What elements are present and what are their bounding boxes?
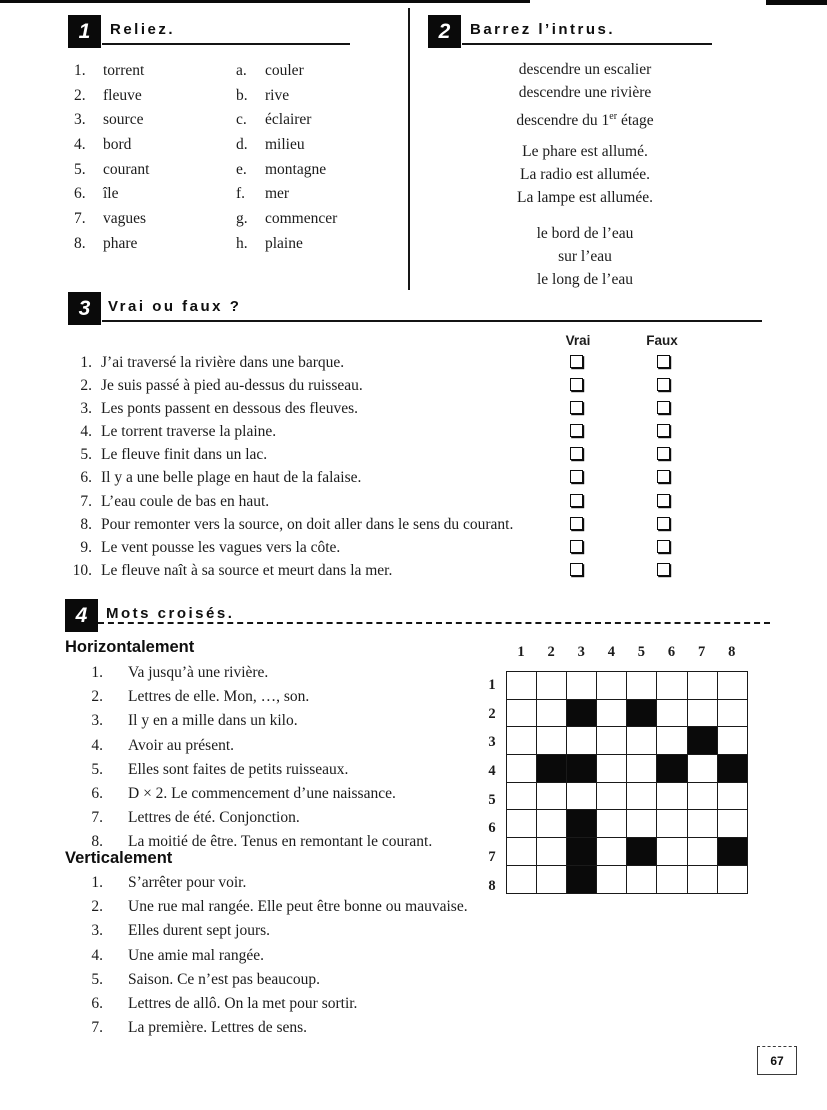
item-word: rive [265, 86, 290, 104]
grid-cell-r5c7[interactable] [687, 782, 717, 810]
statement-number: 9. [80, 538, 92, 556]
clue-text: Saison. Ce n’est pas beaucoup. [128, 970, 320, 988]
match-item [74, 84, 149, 109]
clue-row [65, 1016, 525, 1040]
intruder-group [432, 222, 738, 292]
exercise2-rule [462, 43, 712, 45]
grid-cell-r5c4[interactable] [597, 782, 627, 810]
item-word: milieu [265, 136, 305, 154]
statement-row [65, 559, 765, 582]
match-item [236, 108, 337, 133]
vrai-checkbox[interactable] [570, 517, 583, 530]
intruder-line [432, 140, 738, 163]
grid-cell-r8c4[interactable] [597, 865, 627, 893]
clue-text: D × 2. Le commencement d’une naissance. [128, 785, 396, 803]
exercise2-badge: 2 [428, 15, 461, 48]
item-number: 7. [74, 210, 86, 228]
grid-cell-r2c8[interactable] [717, 699, 747, 727]
clue-row [65, 944, 525, 968]
grid-cell-r3c7 [687, 727, 717, 755]
vertical-clues-list [65, 871, 525, 1040]
clue-text: Va jusqu’à une rivière. [128, 664, 269, 681]
match-item [74, 133, 149, 158]
item-number: 2. [74, 86, 86, 104]
line-segment: le bord de l’eau [536, 224, 634, 242]
exercise3-rule [102, 320, 762, 322]
faux-checkbox[interactable] [657, 378, 670, 391]
line-segment: le long de l’eau [537, 271, 633, 289]
line-segment: descendre du 1 [516, 111, 610, 129]
item-number: 3. [74, 111, 86, 129]
match-item [236, 158, 337, 183]
grid-cell-r8c2[interactable] [537, 865, 567, 893]
match-item [74, 207, 149, 232]
line-segment: La radio est allumée. [520, 166, 650, 184]
clue-number: 7. [91, 1019, 103, 1037]
statement-row [65, 513, 765, 536]
item-number: a. [236, 62, 247, 79]
item-word: commencer [265, 210, 338, 228]
vrai-checkbox[interactable] [570, 378, 583, 391]
grid-row-label: 2 [488, 705, 496, 722]
page-number: 67 [757, 1046, 797, 1075]
intruder-group [432, 140, 738, 210]
statement-text: Le fleuve naît à sa source et meurt dans la mer. [101, 561, 393, 579]
vrai-checkbox[interactable] [570, 540, 583, 553]
vrai-checkbox[interactable] [570, 355, 583, 368]
line-segment: étage [617, 111, 654, 129]
grid-col-label: 2 [547, 644, 555, 660]
grid-cell-r2c3 [567, 699, 597, 727]
grid-cell-r6c1[interactable] [507, 810, 537, 838]
grid-cell-r5c1[interactable] [507, 782, 537, 810]
grid-row-label: 4 [488, 763, 496, 780]
match-item [74, 59, 149, 84]
item-number: 1. [74, 62, 86, 79]
vertical-clues-label: Verticalement [65, 849, 173, 867]
top-edge-rule-left [0, 0, 530, 3]
statement-text: Les ponts passent en dessous des fleuves. [101, 400, 358, 418]
grid-cell-r7c2[interactable] [537, 838, 567, 866]
statement-text: Le vent pousse les vagues vers la côte. [101, 538, 341, 556]
intruder-line [432, 186, 738, 209]
item-number: h. [236, 234, 248, 252]
faux-checkbox[interactable] [657, 424, 670, 437]
exercise3-title: Vrai ou faux ? [108, 298, 242, 315]
clue-number: 4. [91, 946, 103, 964]
statement-row [65, 351, 765, 374]
item-word: torrent [103, 62, 145, 79]
vrai-checkbox[interactable] [570, 563, 583, 576]
grid-cell-r1c3[interactable] [567, 672, 597, 700]
item-number: e. [236, 160, 247, 178]
clue-text: Il y en a mille dans un kilo. [128, 712, 298, 730]
clue-number: 3. [91, 922, 103, 940]
statement-number: 5. [80, 446, 92, 464]
grid-cell-r8c3 [567, 865, 597, 893]
clue-number: 2. [91, 898, 103, 916]
grid-cell-r4c2 [537, 755, 567, 783]
grid-cell-r2c4[interactable] [597, 699, 627, 727]
grid-cell-r3c1[interactable] [507, 727, 537, 755]
grid-cell-r1c4[interactable] [597, 672, 627, 700]
grid-cell-r1c7[interactable] [687, 672, 717, 700]
statement-row [65, 490, 765, 513]
statement-number: 7. [80, 492, 92, 510]
item-number: b. [236, 86, 248, 104]
grid-col-label: 1 [517, 644, 525, 660]
item-number: d. [236, 136, 248, 154]
statement-text: J’ai traversé la rivière dans une barque. [101, 354, 345, 371]
horizontal-clues-label: Horizontalement [65, 638, 195, 656]
match-item [236, 232, 337, 257]
item-number: 4. [74, 136, 86, 154]
vrai-checkbox[interactable] [570, 447, 583, 460]
grid-cell-r3c2[interactable] [537, 727, 567, 755]
grid-cell-r3c5[interactable] [627, 727, 657, 755]
item-word: vagues [103, 210, 147, 228]
item-number: f. [236, 185, 246, 203]
item-number: 5. [74, 160, 86, 178]
intruder-line [432, 268, 738, 291]
intruder-line [432, 58, 738, 81]
faux-checkbox[interactable] [657, 563, 670, 576]
item-word: plaine [265, 234, 303, 252]
grid-cell-r7c3 [567, 838, 597, 866]
grid-cell-r3c8[interactable] [717, 727, 747, 755]
item-word: couler [265, 62, 304, 79]
grid-cell-r3c6[interactable] [657, 727, 687, 755]
clue-number: 3. [91, 712, 103, 730]
grid-cell-r8c8[interactable] [717, 865, 747, 893]
grid-cell-r8c5[interactable] [627, 865, 657, 893]
grid-cell-r4c6 [657, 755, 687, 783]
grid-cell-r1c6[interactable] [657, 672, 687, 700]
clue-text: Une rue mal rangée. Elle peut être bonne ou mauvaise. [128, 898, 468, 916]
grid-cell-r6c3 [567, 810, 597, 838]
intruder-groups [432, 58, 738, 304]
grid-cell-r2c6[interactable] [657, 699, 687, 727]
match-item [74, 182, 149, 207]
grid-col-label: 4 [607, 644, 615, 660]
grid-cell-r4c1[interactable] [507, 755, 537, 783]
item-number: c. [236, 111, 247, 129]
clue-text: Lettres de été. Conjonction. [128, 809, 300, 827]
faux-checkbox[interactable] [657, 494, 670, 507]
column-header-faux: Faux [646, 333, 678, 348]
clue-number: 5. [91, 970, 103, 988]
item-word: île [103, 185, 119, 203]
clue-row [65, 919, 525, 943]
horizontal-clues-list [65, 661, 525, 855]
statement-text: Le torrent traverse la plaine. [101, 423, 277, 441]
match-item [74, 158, 149, 183]
grid-col-label: 3 [577, 644, 585, 660]
grid-cell-r7c8 [717, 838, 747, 866]
column-header-vrai: Vrai [565, 333, 591, 348]
grid-cell-r6c8[interactable] [717, 810, 747, 838]
statement-text: Le fleuve finit dans un lac. [101, 446, 268, 464]
intruder-line [432, 222, 738, 245]
grid-row-label: 8 [488, 877, 496, 894]
top-edge-rule-right [766, 0, 827, 5]
grid-cell-r3c3[interactable] [567, 727, 597, 755]
exercise1-badge: 1 [68, 15, 101, 48]
exercise1-title: Reliez. [110, 21, 176, 38]
clue-row [65, 685, 525, 709]
clue-text: Lettres de allô. On la met pour sortir. [128, 995, 358, 1013]
intruder-line [432, 245, 738, 268]
faux-checkbox[interactable] [657, 447, 670, 460]
statement-row [65, 466, 765, 489]
grid-col-label: 7 [697, 644, 706, 660]
statement-text: Je suis passé à pied au-dessus du ruisseau. [101, 377, 363, 395]
statement-row [65, 397, 765, 420]
grid-cell-r6c6[interactable] [657, 810, 687, 838]
match-item [236, 59, 337, 84]
faux-checkbox[interactable] [657, 401, 670, 414]
line-segment: descendre un escalier [518, 61, 652, 78]
faux-checkbox[interactable] [657, 355, 670, 368]
grid-cell-r7c6[interactable] [657, 838, 687, 866]
match-list-numbered [74, 59, 149, 257]
clue-text: Elles sont faites de petits ruisseaux. [128, 760, 349, 778]
statement-number: 6. [80, 469, 92, 487]
item-word: phare [103, 234, 138, 252]
line-segment: descendre une rivière [518, 84, 652, 102]
grid-row-label: 7 [488, 849, 496, 866]
item-word: mer [265, 185, 290, 203]
vrai-checkbox[interactable] [570, 424, 583, 437]
intruder-line [432, 81, 738, 104]
superscript: er [609, 110, 618, 122]
exercise4-title: Mots croisés. [106, 605, 235, 622]
clue-row [65, 806, 525, 830]
intruder-line [432, 105, 738, 128]
grid-row-label: 5 [488, 791, 496, 808]
grid-cell-r6c2[interactable] [537, 810, 567, 838]
clue-text: La première. Lettres de sens. [128, 1019, 308, 1037]
grid-cell-r4c4[interactable] [597, 755, 627, 783]
statement-row [65, 374, 765, 397]
statement-text: Il y a une belle plage en haut de la falaise. [101, 469, 362, 487]
statement-row [65, 443, 765, 466]
intruder-line [432, 163, 738, 186]
statement-number: 10. [72, 561, 92, 579]
grid-cell-r7c4[interactable] [597, 838, 627, 866]
crossword-column-labels [506, 644, 747, 661]
grid-col-label: 6 [667, 644, 676, 660]
grid-cell-r6c7[interactable] [687, 810, 717, 838]
clue-row [65, 895, 525, 919]
grid-cell-r2c2[interactable] [537, 699, 567, 727]
grid-cell-r5c6[interactable] [657, 782, 687, 810]
grid-cell-r8c6[interactable] [657, 865, 687, 893]
faux-checkbox[interactable] [657, 540, 670, 553]
vrai-checkbox[interactable] [570, 494, 583, 507]
clue-number: 5. [91, 760, 103, 778]
grid-cell-r1c5[interactable] [627, 672, 657, 700]
clue-text: Elles durent sept jours. [128, 922, 271, 940]
statement-number: 1. [80, 354, 92, 371]
crossword [484, 644, 764, 910]
grid-cell-r2c1[interactable] [507, 699, 537, 727]
line-segment: Le phare est allumé. [522, 142, 648, 160]
statement-text: Pour remonter vers la source, on doit aller dans le sens du courant. [101, 515, 514, 533]
statement-row [65, 420, 765, 443]
item-number: 6. [74, 185, 86, 203]
item-word: courant [103, 160, 150, 178]
column-divider [408, 8, 410, 290]
clue-number: 8. [91, 833, 103, 851]
clue-text: La moitié de être. Tenus en remontant le courant. [128, 833, 433, 851]
item-word: bord [103, 136, 132, 154]
exercise3-badge: 3 [68, 292, 101, 325]
match-item [236, 84, 337, 109]
crossword-grid [506, 671, 748, 894]
exercise1-rule [102, 43, 350, 45]
grid-cell-r2c5 [627, 699, 657, 727]
match-item [236, 182, 337, 207]
match-item [74, 232, 149, 257]
grid-cell-r6c5[interactable] [627, 810, 657, 838]
clue-number: 6. [91, 995, 103, 1013]
match-item [74, 108, 149, 133]
grid-col-label: 5 [637, 644, 646, 660]
faux-checkbox[interactable] [657, 517, 670, 530]
line-segment: sur l’eau [558, 248, 612, 266]
grid-cell-r5c3[interactable] [567, 782, 597, 810]
item-word: source [103, 111, 144, 129]
item-word: éclairer [265, 111, 312, 129]
grid-cell-r6c4[interactable] [597, 810, 627, 838]
clue-row [65, 661, 525, 685]
clue-row [65, 734, 525, 758]
grid-cell-r1c8[interactable] [717, 672, 747, 700]
grid-cell-r4c3 [567, 755, 597, 783]
line-segment: La lampe est allumée. [517, 189, 653, 207]
clue-number: 1. [91, 664, 103, 681]
grid-cell-r4c8 [717, 755, 747, 783]
item-word: fleuve [103, 86, 142, 104]
clue-text: Lettres de elle. Mon, …, son. [128, 688, 310, 706]
grid-col-label: 8 [728, 644, 736, 660]
grid-cell-r4c7[interactable] [687, 755, 717, 783]
clue-row [65, 758, 525, 782]
clue-row [65, 968, 525, 992]
clue-text: Une amie mal rangée. [128, 946, 264, 964]
clue-text: Avoir au présent. [128, 736, 235, 754]
clue-row [65, 782, 525, 806]
statement-number: 2. [80, 377, 92, 395]
grid-cell-r1c1[interactable] [507, 672, 537, 700]
exercise4-rule [98, 622, 770, 624]
grid-cell-r2c7[interactable] [687, 699, 717, 727]
clue-row [65, 992, 525, 1016]
crossword-row-labels [484, 671, 500, 901]
clue-number: 6. [91, 785, 103, 803]
clue-text: S’arrêter pour voir. [128, 874, 247, 891]
faux-checkbox[interactable] [657, 470, 670, 483]
grid-cell-r8c7[interactable] [687, 865, 717, 893]
grid-cell-r4c5[interactable] [627, 755, 657, 783]
grid-cell-r7c5 [627, 838, 657, 866]
grid-cell-r7c7[interactable] [687, 838, 717, 866]
clue-number: 4. [91, 736, 103, 754]
clue-row [65, 709, 525, 733]
intruder-group [432, 58, 738, 128]
item-word: montagne [265, 160, 327, 178]
grid-cell-r5c5[interactable] [627, 782, 657, 810]
statement-row [65, 536, 765, 559]
exercise2-title: Barrez l’intrus. [470, 21, 616, 38]
clue-number: 7. [91, 809, 103, 827]
item-number: g. [236, 210, 248, 228]
statement-number: 4. [80, 423, 92, 441]
grid-cell-r5c8[interactable] [717, 782, 747, 810]
grid-cell-r7c1[interactable] [507, 838, 537, 866]
grid-cell-r1c2[interactable] [537, 672, 567, 700]
match-item [236, 207, 337, 232]
match-item [236, 133, 337, 158]
vrai-checkbox[interactable] [570, 401, 583, 414]
vrai-checkbox[interactable] [570, 470, 583, 483]
grid-cell-r3c4[interactable] [597, 727, 627, 755]
grid-row-label: 6 [488, 820, 496, 837]
grid-cell-r8c1[interactable] [507, 865, 537, 893]
clue-number: 1. [91, 874, 103, 891]
statement-number: 8. [80, 515, 92, 533]
match-list-lettered [236, 59, 337, 257]
grid-row-label: 1 [488, 677, 496, 693]
grid-row-label: 3 [488, 734, 496, 751]
item-number: 8. [74, 234, 86, 252]
clue-row [65, 871, 525, 895]
statement-text: L’eau coule de bas en haut. [101, 492, 270, 510]
statement-number: 3. [80, 400, 92, 418]
grid-cell-r5c2[interactable] [537, 782, 567, 810]
exercise4-badge: 4 [65, 599, 98, 632]
clue-number: 2. [91, 688, 103, 706]
true-false-list [65, 351, 765, 582]
